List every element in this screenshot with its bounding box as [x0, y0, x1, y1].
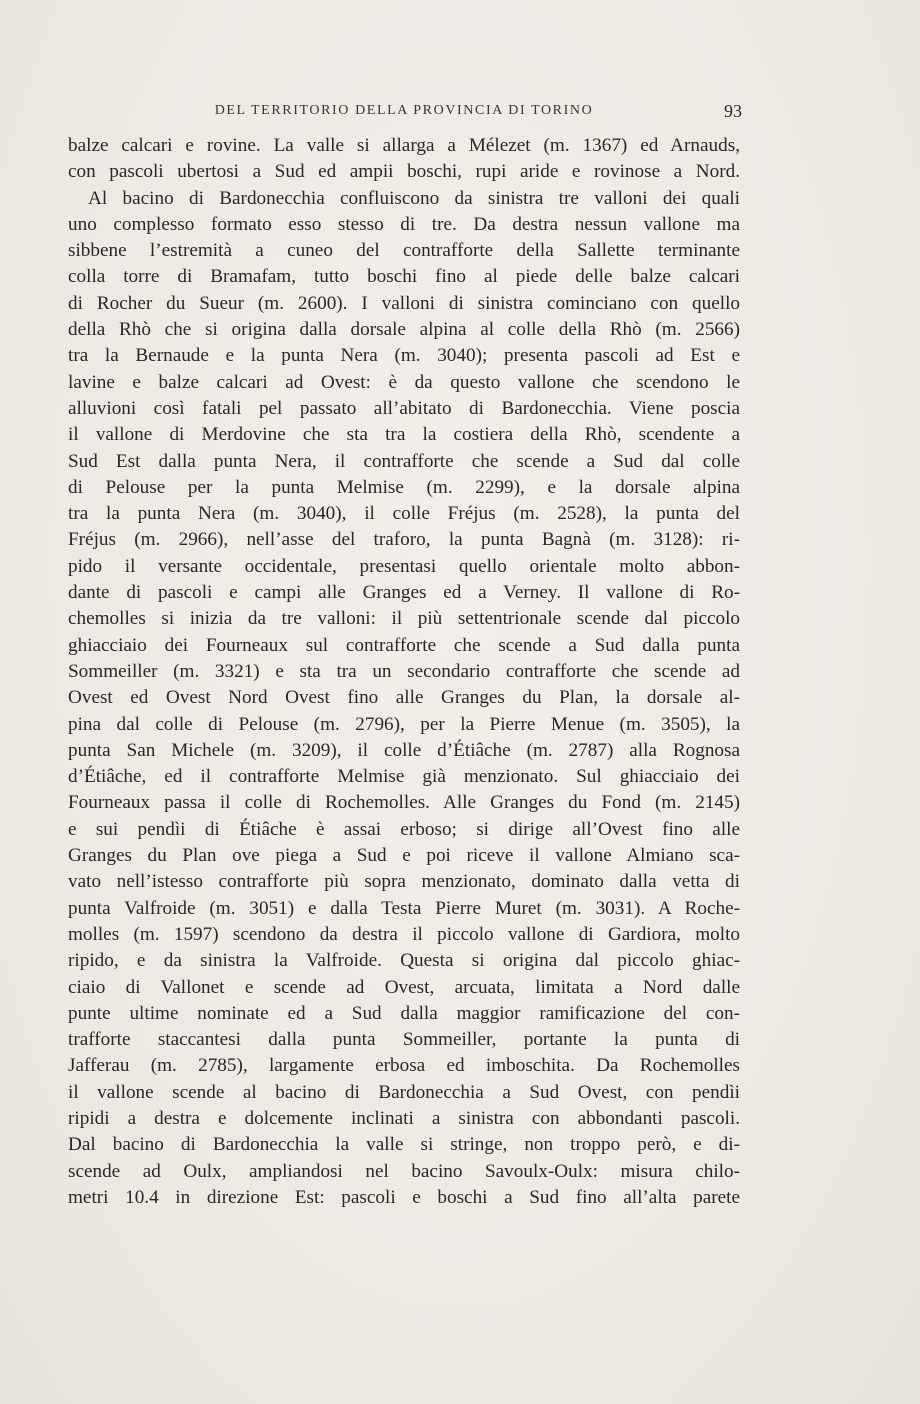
page-number: 93: [724, 101, 742, 121]
text-line: punte ultime nominate ed a Sud dalla maggior ramificazione del con-: [68, 1002, 740, 1024]
text-line: pina dal colle di Pelouse (m. 2796), per la Pierre Menue (m. 3505), la: [68, 713, 740, 735]
text-line: Ovest ed Ovest Nord Ovest fino alle Granges du Plan, la dorsale al-: [68, 687, 740, 709]
text-line: tra la Bernaude e la punta Nera (m. 3040); presenta pascoli ad Est e: [68, 345, 740, 367]
text-line: della Rhò che si origina dalla dorsale alpina al colle della Rhò (m. 2566): [68, 319, 740, 341]
text-line: Al bacino di Bardonecchia confluiscono da sinistra tre valloni dei quali: [88, 187, 740, 209]
text-line: Granges du Plan ove piega a Sud e poi riceve il vallone Almiano sca-: [68, 845, 740, 867]
text-line: ripido, e da sinistra la Valfroide. Questa si origina dal piccolo ghiac-: [68, 950, 740, 972]
text-line: punta San Michele (m. 3209), il colle d’Étiâche (m. 2787) alla Rognosa: [68, 739, 740, 761]
text-line: e sui pendìi di Étiâche è assai erboso; si dirige all’Ovest fino alle: [68, 818, 740, 840]
text-line: punta Valfroide (m. 3051) e dalla Testa Pierre Muret (m. 3031). A Roche-: [68, 897, 740, 919]
text-line: di Pelouse per la punta Melmise (m. 2299), e la dorsale alpina: [68, 476, 740, 498]
text-line: tra la punta Nera (m. 3040), il colle Fréjus (m. 2528), la punta del: [68, 503, 740, 525]
text-line: scende ad Oulx, ampliandosi nel bacino Savoulx-Oulx: misura chilo-: [68, 1160, 740, 1182]
text-line: trafforte staccantesi dalla punta Sommeiller, portante la punta di: [68, 1029, 740, 1051]
text-line: lavine e balze calcari ad Ovest: è da questo vallone che scendono le: [68, 371, 740, 393]
text-line: pido il versante occidentale, presentasi quello orientale molto abbon-: [68, 555, 740, 577]
text-line: ripidi a destra e dolcemente inclinati a sinistra con abbondanti pascoli.: [68, 1107, 740, 1129]
text-line: Sud Est dalla punta Nera, il contrafforte che scende a Sud dal colle: [68, 450, 740, 472]
text-line: vato nell’istesso contrafforte più sopra menzionato, dominato dalla vetta di: [68, 871, 740, 893]
text-line: il vallone di Merdovine che sta tra la costiera della Rhò, scendente a: [68, 424, 740, 446]
page-header: [68, 103, 740, 127]
text-line: Jafferau (m. 2785), largamente erbosa ed imboschita. Da Rochemolles: [68, 1055, 740, 1077]
text-line: alluvioni così fatali pel passato all’abitato di Bardonecchia. Viene poscia: [68, 397, 740, 419]
text-line: d’Étiâche, ed il contrafforte Melmise già menzionato. Sul ghiacciaio dei: [68, 766, 740, 788]
text-line: balze calcari e rovine. La valle si allarga a Mélezet (m. 1367) ed Arnauds,: [68, 135, 740, 156]
running-head: DEL TERRITORIO DELLA PROVINCIA DI TORINO: [214, 103, 594, 118]
body-text: [68, 133, 740, 1211]
text-line: molles (m. 1597) scendono da destra il piccolo vallone di Gardiora, molto: [68, 923, 740, 945]
text-line: chemolles si inizia da tre valloni: il più settentrionale scende dal piccolo: [68, 608, 740, 630]
text-line: con pascoli ubertosi a Sud ed ampii boschi, rupi aride e rovinose a Nord.: [68, 161, 740, 183]
text-line: dante di pascoli e campi alle Granges ed a Verney. Il vallone di Ro-: [68, 582, 740, 604]
text-line: il vallone scende al bacino di Bardonecchia a Sud Ovest, con pendìi: [68, 1081, 740, 1103]
text-line: uno complesso formato esso stesso di tre. Da destra nessun vallone ma: [68, 213, 740, 235]
text-line: colla torre di Bramafam, tutto boschi fino al piede delle balze calcari: [68, 266, 740, 288]
text-line: Fourneaux passa il colle di Rochemolles. Alle Granges du Fond (m. 2145): [68, 792, 740, 814]
text-line: metri 10.4 in direzione Est: pascoli e boschi a Sud fino all’alta parete: [68, 1186, 740, 1208]
text-line: sibbene l’estremità a cuneo del contrafforte della Sallette terminante: [68, 240, 740, 262]
text-line: Dal bacino di Bardonecchia la valle si stringe, non troppo però, e di-: [68, 1134, 740, 1156]
text-line: ghiacciaio dei Fourneaux sul contrafforte che scende a Sud dalla punta: [68, 634, 740, 656]
text-line: Fréjus (m. 2966), nell’asse del traforo, la punta Bagnà (m. 3128): ri-: [68, 529, 740, 551]
text-line: di Rocher du Sueur (m. 2600). I valloni di sinistra cominciano con quello: [68, 292, 740, 314]
text-line: ciaio di Vallonet e scende ad Ovest, arcuata, limitata a Nord dalle: [68, 976, 740, 998]
text-line: Sommeiller (m. 3321) e sta tra un secondario contrafforte che scende ad: [68, 660, 740, 682]
